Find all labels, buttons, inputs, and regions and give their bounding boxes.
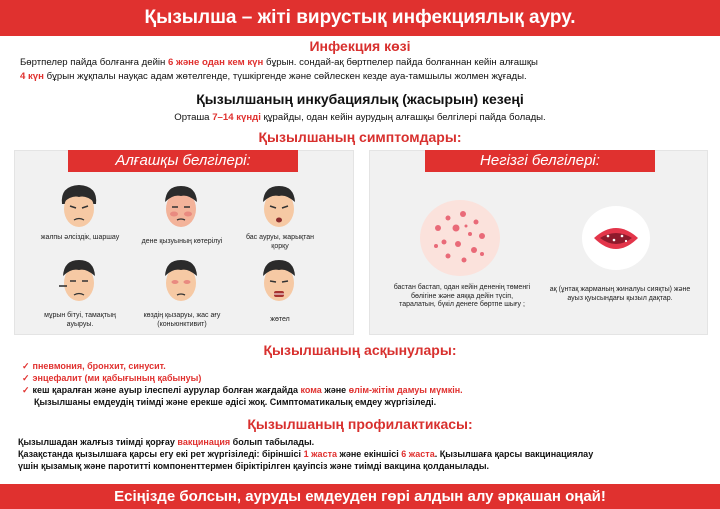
- fatigue-face-icon: [54, 182, 104, 234]
- check-icon: ✓: [22, 373, 30, 383]
- main-symptom-caption: ақ (ұнтақ жарманың жиналуы сияқты) және ауыз қуысындағы қызыл дақтар.: [549, 286, 691, 302]
- check-icon: ✓: [22, 361, 30, 371]
- red-eyes-face-icon: [156, 256, 206, 308]
- source-line-1: Бөртпелер пайда болғанға дейін 6 және одан кем күн бұрын. сондай-ақ бөртпелер пайда болғаннан кейін алғашқы: [20, 57, 538, 68]
- incubation-text: Орташа 7–14 күнді құрайды, одан кейін аурудың алғашқы белгілері пайда болады.: [174, 112, 546, 123]
- header-banner: [0, 0, 720, 36]
- prevention-line: Қазақстанда қызылшаға қарсы егу екі рет жүргізіледі: біріншісі 1 жаста және екіншісі 6 жаста. Қызылшаға қарсы вакцинациялау: [18, 449, 594, 459]
- rash-skin-icon: [418, 198, 502, 278]
- early-symptoms-heading: Алғашқы белгілері:: [68, 150, 298, 172]
- headache-face-icon: [254, 182, 304, 234]
- source-line-2: 4 күн бұрын жұқпалы науқас адам жөтелгенде, түшкіргенде және сөйлескен кезде ауа-тамшылы жолмен жұғады.: [20, 71, 527, 82]
- complications-title: Қызылшаның асқынулары:: [263, 342, 457, 358]
- prevention-line: үшін қызамық және паротитті компоненттермен біріктірілген қауіпсіз және тиімді вакцина қолданылады.: [18, 461, 490, 471]
- fever-face-icon: [156, 182, 206, 234]
- check-icon: ✓: [22, 385, 30, 395]
- main-symptom-caption: бастан бастап, одан кейін дененің төменгі бөлігіне және аяққа дейін түсіп, таралатын, бүкіл денеге бөртпе шығу ;: [393, 284, 531, 308]
- complication-item: ✓ пневмония, бронхит, синусит.: [22, 361, 166, 371]
- symptoms-title: Қызылшаның симптомдары:: [258, 129, 462, 145]
- footer-banner: [0, 484, 720, 509]
- cough-face-icon: [254, 256, 304, 308]
- source-title: Инфекция көзі: [309, 38, 411, 54]
- early-symptom-caption: жалпы әлсіздік, шаршау: [40, 234, 120, 241]
- early-symptom-caption: дене қызуының көтерілуі: [141, 238, 223, 245]
- treatment-note: Қызылшаны емдеудің тиімді және ерекше әдісі жоқ. Симптоматикалық емдеу жүргізіледі.: [34, 397, 437, 407]
- complication-item: ✓ энцефалит (ми қабығының қабынуы): [22, 373, 202, 383]
- early-symptom-caption: көздің қызаруы, жас ағу (коньюнктивит): [143, 312, 221, 328]
- early-symptom-caption: бас ауруы, жарықтан қорқу: [245, 234, 315, 250]
- footer-text: Есіңізде болсын, ауруды емдеуден гөрі алдын алу әрқашан оңай!: [114, 488, 606, 505]
- main-symptoms-heading: Негізгі белгілері:: [425, 150, 655, 172]
- page-title: Қызылша – жіті вирустық инфекциялық ауру.: [144, 7, 576, 28]
- prevention-line: Қызылшадан жалғыз тиімді қорғау вакцинация болып табылады.: [18, 437, 315, 447]
- prevention-title: Қызылшаның профилактикасы:: [247, 416, 473, 432]
- incubation-title: Қызылшаның инкубациялық (жасырын) кезеңі: [196, 91, 524, 107]
- runny-nose-face-icon: [54, 256, 104, 308]
- complication-item: ✓ кеш қаралған және ауыр ілеспелі аурулар болған жағдайда кома және өлім-жітім дамуы мүмкін.: [22, 385, 463, 395]
- early-symptom-caption: жөтел: [270, 316, 290, 323]
- mouth-spots-icon: [580, 204, 652, 272]
- early-symptom-caption: мұрын бітуі, тамақтың ауыруы.: [44, 312, 116, 328]
